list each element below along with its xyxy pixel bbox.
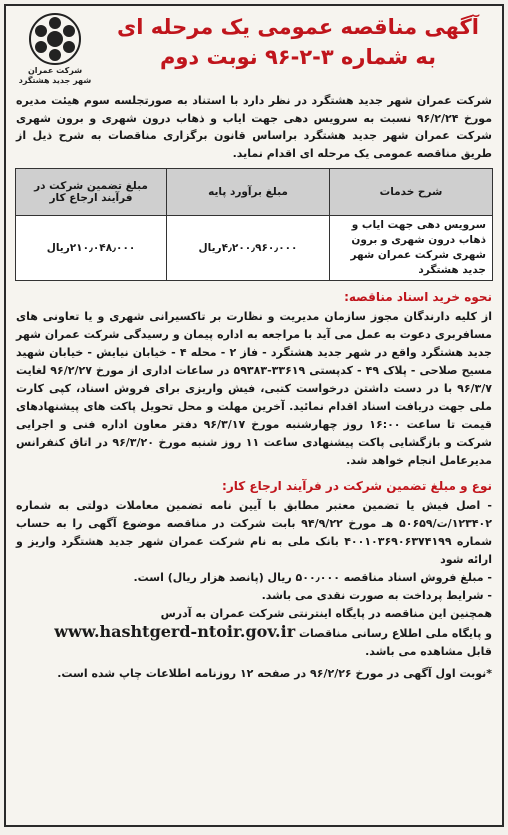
first-publication-note: *نوبت اول آگهی در مورخ ۹۶/۲/۲۶ در صفحه ۱۲ روزنامه اطلاعات چاپ شده است.: [57, 667, 492, 680]
logo-text-line1: شرکت عمران: [27, 66, 83, 75]
title-line2: به شماره ۳-۲-۹۶ نوبت دوم: [159, 45, 437, 69]
company-logo: [12, 12, 98, 86]
column-header-guarantee: مبلغ تضمین شرکت در فرآیند ارجاع کار: [16, 169, 167, 216]
website-info-text-2: و پایگاه ملی اطلاع رسانی مناقصات: [298, 627, 492, 640]
table-row: [16, 216, 493, 281]
website-url-line: [6, 623, 502, 643]
title-line1: آگهی مناقصه عمومی یک مرحله ای: [117, 15, 479, 39]
column-header-services: شرح خدمات: [330, 169, 493, 216]
cell-base-estimate: ۴٫۲۰۰٫۹۶۰٫۰۰۰ریال: [167, 216, 330, 281]
document-fee-line: - مبلغ فروش اسناد مناقصه ۵۰۰٫۰۰۰ ریال (پانصد هزار ریال) است.: [133, 571, 492, 584]
section-heading-guarantee: نوع و مبلغ تضمین شرکت در فرآیند ارجاع کار:: [222, 479, 492, 493]
cell-services: سرویس دهی جهت ایاب و ذهاب درون شهری و برون شهری شرکت عمران شهر جدید هشتگرد: [330, 216, 493, 281]
purchase-paragraph: از کلیه دارندگان مجوز سازمان مدیریت و نظارت بر تاکسیرانی شهری و یا تعاونی های مسافربری دعوت به عمل می آید با مراجعه به اداره پیمان و رسیدگی شرکت عمران شهر جدید هشتگرد واقع در شهر جدید هشتگرد - فاز ۲ - محله ۴ - خیابان نیایش - خیابان شهید مسیح صلاحی - پلاک ۴۹ - کدپستی ۳۳۶۱۹-۵۹۳۸۳ در ساعات اداری از مورخ ۹۶/۲/۲۷ لغایت ۹۶/۳/۷ با در دست داشتن درخواست کتبی، فیش واریزی برای فروش اسناد، کپی کارت ملی جهت دریافت اسناد اقدام نمائید. آخرین مهلت و محل تحویل پاکت های پیشنهادهای قیمت تا ساعت ۱۶:۰۰ روز چهارشنبه مورخ ۹۶/۳/۱۷ دفتر معاون اداره فنی و اجرایی شرکت و بازگشایی پاکت پیشنهادی ساعت ۱۱ روز شنبه مورخ ۹۶/۳/۲۰ در اتاق کنفرانس مدیرعامل انجام خواهد شد.: [16, 310, 493, 467]
tender-notice: [4, 4, 504, 827]
column-header-base-estimate: مبلغ برآورد پایه: [167, 169, 330, 216]
logo-emblem-icon: [28, 12, 82, 66]
notice-header: [6, 6, 502, 88]
website-info-end: قابل مشاهده می باشد.: [365, 645, 492, 658]
section-heading-purchase: نحوه خرید اسناد مناقصه:: [344, 290, 492, 304]
tender-table: [15, 168, 493, 281]
website-info-text: همچنین این مناقصه در پایگاه اینترنتی شرکت عمران به آدرس: [160, 607, 492, 620]
guarantee-paragraph: - اصل فیش یا تضمین معتبر مطابق با آیین نامه تضمین معاملات دولتی به شماره ۱۲۳۴۰۲/ت/۵۰۶۵۹ هـ مورخ ۹۴/۹/۲۲ بابت شرکت در مناقصه موضوع آگهی را به حساب شماره ۴۰۰۱۰۳۶۹۰۶۳۷۴۱۹۹ بانک ملی به نام شرکت عمران شهر جدید هشتگرد واریز و ارائه شود: [16, 499, 493, 566]
table-header-row: [16, 169, 493, 216]
logo-text-line2: شهر جدید هشتگرد: [18, 76, 92, 85]
payment-terms-line: - شرایط پرداخت به صورت نقدی می باشد.: [261, 589, 492, 602]
intro-paragraph: شرکت عمران شهر جدید هشتگرد در نظر دارد با استناد به صورتجلسه سوم هیئت مدیره مورخ ۹۶/۲/۲۴ نسبت به سرویس دهی جهت ایاب و ذهاب درون شهری و برون شهری شرکت عمران شهر جدید هشتگرد براساس قانون برگزاری مناقصات به شرح ذیل از طریق مناقصه عمومی یک مرحله ای اقدام نماید.: [16, 94, 492, 160]
website-url-link[interactable]: www.hashtgerd-ntoir.gov.ir: [54, 622, 296, 641]
notice-title: [102, 12, 494, 72]
cell-guarantee: ۲۱۰٫۰۴۸٫۰۰۰ریال: [16, 216, 167, 281]
website-info-line: [6, 605, 502, 623]
